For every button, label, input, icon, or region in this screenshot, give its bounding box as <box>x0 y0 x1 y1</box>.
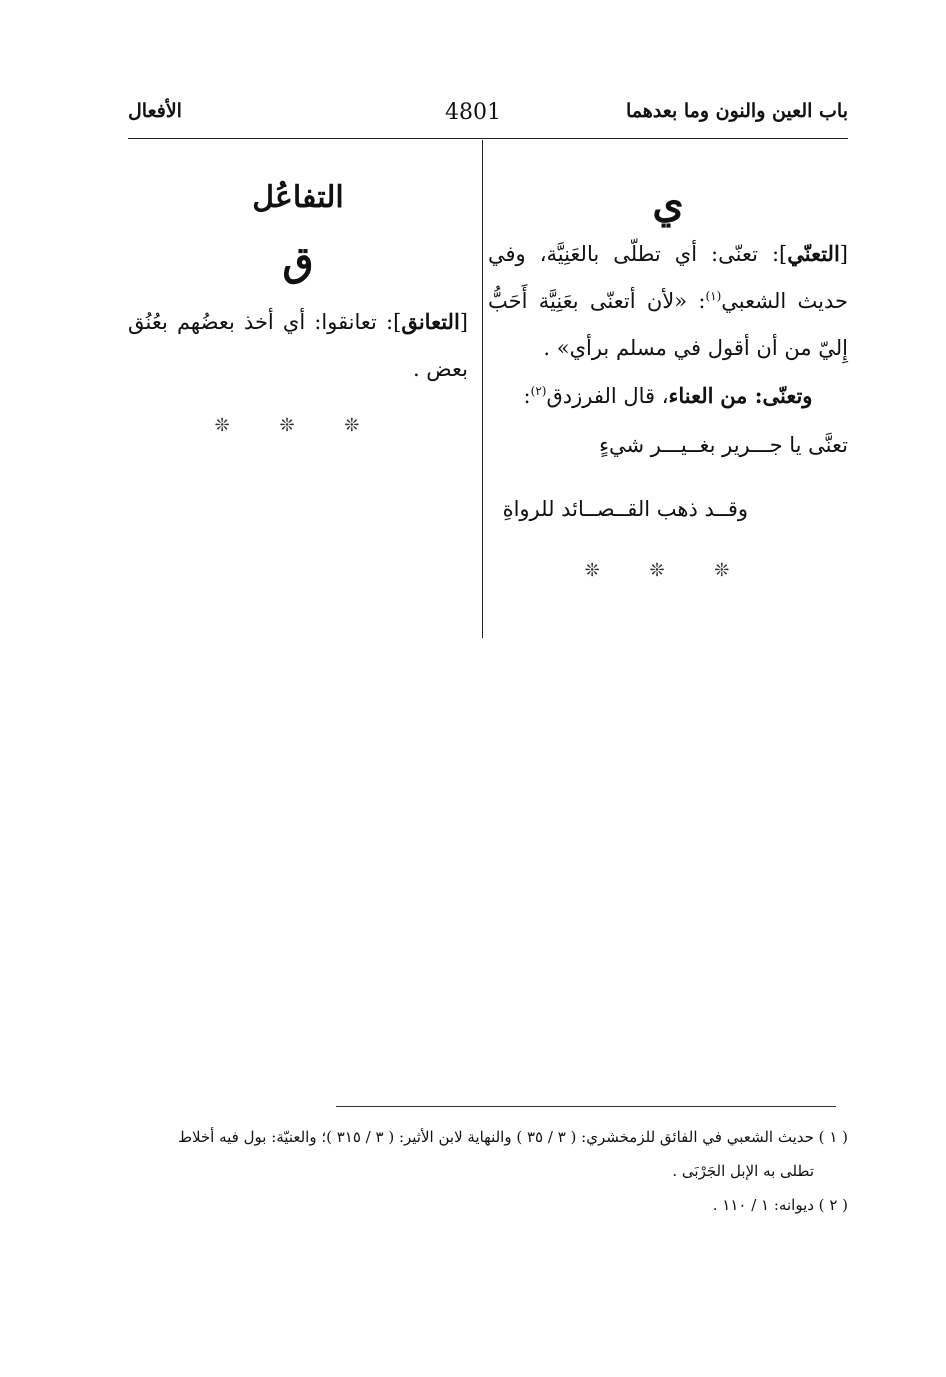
running-head-chapter: باب العين والنون وما بعدهما <box>626 100 848 122</box>
footnote-1-continued: تطلى به الإبل الجَرْبَى . <box>672 1162 814 1180</box>
entry-taanuq <box>128 298 468 393</box>
footnote-ref-2[interactable]: (٢) <box>530 384 547 398</box>
footnotes <box>128 1120 848 1222</box>
header-rule <box>128 138 848 139</box>
entry-keyword: التعنّي <box>787 241 840 266</box>
entry-taanni <box>488 230 848 372</box>
verse-hemistich-2: وقــد ذهب القــصــائد للرواةِ <box>502 497 748 521</box>
left-column <box>128 178 468 436</box>
section-end-ornament: ❊ ❊ ❊ <box>584 560 752 581</box>
entry2-rest: ، قال الفرزدق <box>546 384 669 408</box>
footnote-1: ( ١ ) حديث الشعبي في الفائق للزمخشري: ( ٣ / ٣٥ ) والنهاية لابن الأثير: ( ٣ / ٣١٥ )؛ والعنيّة: بول فيه أخلاط <box>178 1128 848 1146</box>
footnote-2: ( ٢ ) ديوانه: ١ / ١١٠ . <box>712 1196 848 1214</box>
column-divider <box>482 140 483 638</box>
bracket-close: ] <box>393 310 402 334</box>
entry-taanna-anaa <box>488 372 848 420</box>
bracket-close: ] <box>779 242 788 266</box>
entry2-keyword: العناء <box>668 383 714 408</box>
entry2-end: : <box>523 384 531 408</box>
entry-definition: : تعانقوا: أي أخذ بعضُهم بعُنُق بعض . <box>128 310 468 381</box>
page-number: 4801 <box>445 100 501 125</box>
entry-keyword: التعانق <box>401 309 460 334</box>
running-head-section: الأفعال <box>128 100 182 122</box>
entry-quote: : «لأن أتعنّى بعَنِيَّة أَحَبُّ إِليّ من أن أقول في مسلم برأي» . <box>488 289 848 360</box>
letter-heading-ya: ي <box>652 180 684 227</box>
entry2-lead: وتعنّى: من <box>720 383 813 408</box>
section-end-ornament: ❊ ❊ ❊ <box>214 415 382 436</box>
verse-hemistich-1: تعنَّى يا جـــرير بغــيـــر شيءٍ <box>599 433 848 457</box>
section-title-tafaul: التفاعُل <box>252 180 344 215</box>
bracket-open: [ <box>459 310 468 334</box>
entry-definition: : تعنّى: أي تطلّى بالعَنِيَّة، وفي حديث الشعبي <box>488 242 848 313</box>
footnote-rule <box>336 1106 836 1107</box>
letter-heading-qaf: ق <box>282 238 314 285</box>
right-column <box>488 178 848 581</box>
bracket-open: [ <box>839 242 848 266</box>
footnote-ref-1[interactable]: (١) <box>705 289 722 303</box>
